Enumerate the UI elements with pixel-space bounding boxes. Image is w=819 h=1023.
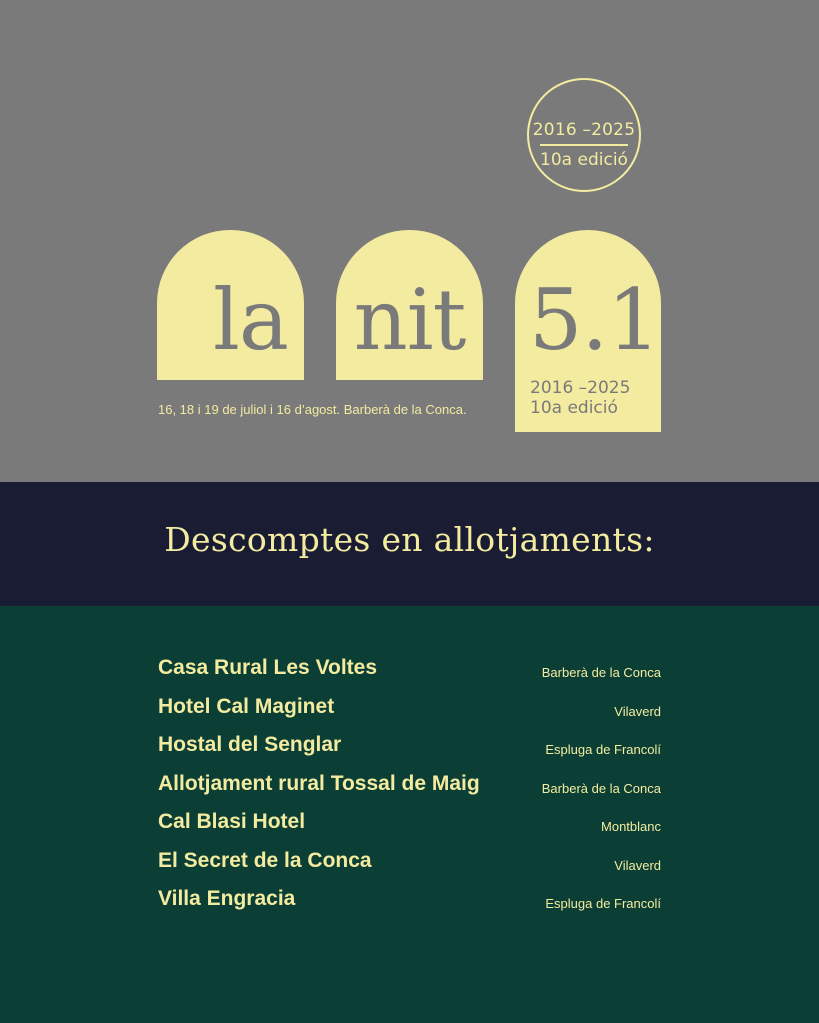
list-item	[158, 695, 661, 734]
list-item	[158, 656, 661, 695]
badge-years: 2016 –2025	[532, 120, 636, 140]
accommodation-name: Villa Engracia	[158, 887, 296, 910]
accommodation-name: El Secret de la Conca	[158, 848, 372, 872]
logo-arch-la	[157, 230, 304, 380]
list-item	[158, 887, 661, 926]
logo-word-la: la	[213, 271, 288, 369]
accommodation-town: Barberà de la Conca	[541, 665, 661, 680]
badge-divider	[540, 144, 628, 146]
accommodation-name: Hotel Cal Maginet	[158, 694, 335, 718]
accommodation-town: Barberà de la Conca	[541, 780, 661, 796]
header-section	[0, 0, 819, 482]
accommodation-town: Espluga de Francolí	[545, 742, 661, 757]
accommodation-name: Cal Blasi Hotel	[158, 810, 306, 833]
accommodation-name: Hostal del Senglar	[158, 733, 342, 756]
logo-word-nit: nit	[353, 271, 466, 369]
logo-edition: 10a edició	[530, 398, 618, 418]
edition-badge	[527, 78, 641, 192]
list-item	[158, 772, 661, 811]
accommodation-name: Casa Rural Les Voltes	[158, 656, 378, 679]
accommodation-town: Espluga de Francolí	[545, 896, 661, 911]
logo-word-5-1: 5.1	[529, 271, 660, 369]
accommodation-town: Vilaverd	[614, 857, 661, 873]
list-item	[158, 849, 661, 888]
accommodations-list	[158, 656, 661, 926]
badge-edition: 10a edició	[540, 150, 628, 170]
accommodation-town: Vilaverd	[614, 703, 661, 719]
logo-arch-5-1	[515, 230, 661, 432]
list-item	[158, 810, 661, 849]
accommodation-town: Montblanc	[601, 819, 661, 834]
list-item	[158, 733, 661, 772]
accommodation-name: Allotjament rural Tossal de Maig	[158, 771, 480, 795]
section-heading: Descomptes en allotjaments:	[164, 520, 655, 559]
logo-arch-nit	[336, 230, 483, 380]
logo-years: 2016 –2025	[530, 378, 631, 398]
event-dates: 16, 18 i 19 de juliol i 16 d’agost. Barberà de la Conca.	[158, 402, 467, 417]
